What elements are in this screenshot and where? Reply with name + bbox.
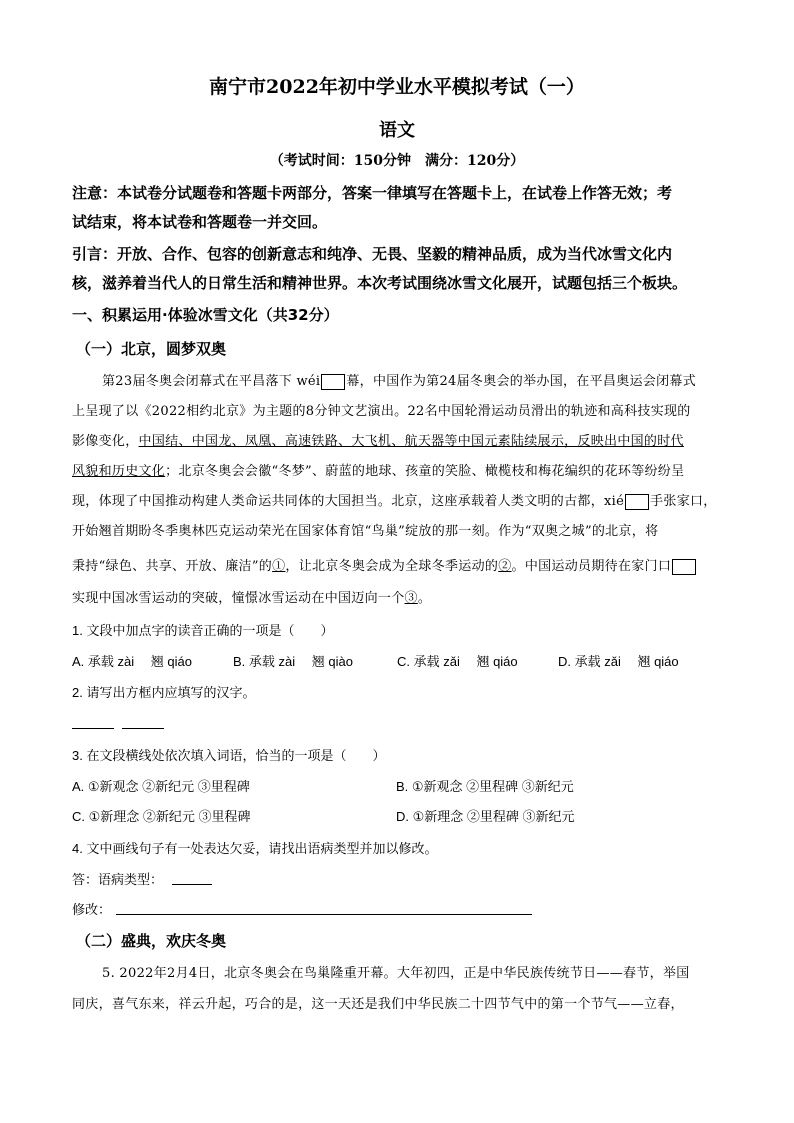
passage-line-6: 开始翘首期盼冬季奥林匹克运动荣光在国家体育馆“鸟巢”绽放的那一刻。作为“双奥之城”的北京，将 — [72, 524, 659, 539]
q2-answer-line-2[interactable] — [122, 728, 164, 729]
q4-answer-label: 答：语病类型： — [72, 872, 164, 887]
q5-line-2: 同庆，喜气东来，祥云升起，巧合的是，这一天还是我们中华民族二十四节气中的第一个节气——立春， — [72, 997, 684, 1012]
passage-line-5 — [72, 490, 717, 510]
q3-option-d[interactable]: D. ①新理念 ②里程碑 ③新纪元 — [396, 809, 575, 824]
q4-type-answer-line[interactable] — [172, 884, 212, 885]
passage-text: 现，体现了中国推动构建人类命运共同体的大国担当。北京，这座承载着人类文明的古都，xié — [72, 494, 625, 509]
passage-text: 第23届冬奥会闭幕式在平昌落下 wéi — [102, 374, 321, 389]
q3-option-c[interactable]: C. ①新理念 ②新纪元 ③里程碑 — [72, 809, 251, 824]
q2-answer-line-1[interactable] — [72, 728, 114, 729]
notice-line-2: 试结束，将本试卷和答题卷一并交回。 — [72, 213, 328, 231]
part-2-heading: （二）盛典，欢庆冬奥 — [76, 932, 227, 950]
q3-option-b[interactable]: B. ①新观念 ②里程碑 ③新纪元 — [396, 779, 574, 794]
notice-line-1: 注意：本试卷分试题卷和答题卡两部分，答案一律填写在答题卡上，在试卷上作答无效；考 — [72, 184, 673, 202]
passage-text: 影像变化， — [72, 434, 139, 449]
q3-option-a[interactable]: A. ①新观念 ②新纪元 ③里程碑 — [72, 779, 250, 794]
passage-text: 。中国运动员期待在家门口 — [511, 559, 672, 574]
q4-revise-answer-line[interactable] — [116, 914, 532, 915]
passage-text: 幕，中国作为第24届冬奥会的举办国，在平昌奥运会闭幕式 — [346, 374, 697, 389]
fill-box-2 — [625, 494, 649, 510]
q1-option-a[interactable]: A. 承载 zài 翘 qiáo — [72, 654, 192, 669]
passage-text: ；北京冬奥会会徽“冬梦”、蔚蓝的地球、孩童的笑脸、橄榄枝和梅花编织的花环等纷纷呈 — [165, 464, 685, 479]
fill-box-3 — [672, 559, 696, 575]
q5-line-1: 5. 2022年2月4日，北京冬奥会在鸟巢隆重开幕。大年初四，正是中华民族传统节日——春节，举国 — [102, 966, 690, 981]
passage-line-3 — [72, 430, 684, 449]
underlined-sentence-end: 风貌和历史文化 — [72, 464, 166, 479]
exam-title: 南宁市2022年初中学业水平模拟考试（一） — [209, 76, 585, 98]
blank-marker-3: ③ — [404, 591, 418, 606]
passage-line-4 — [72, 460, 684, 479]
question-2-stem: 2. 请写出方框内应填写的汉字。 — [72, 685, 256, 700]
intro-line-2: 核，滋养着当代人的日常生活和精神世界。本次考试围绕冰雪文化展开，试题包括三个板块。 — [72, 274, 688, 292]
underlined-sentence: 中国结、中国龙、凤凰、高速铁路、大飞机、航天器等中国元素陆续展示，反映出中国的时代 — [138, 434, 684, 449]
q1-option-c[interactable]: C. 承载 zǎi 翘 qiáo — [397, 654, 518, 669]
section-1-heading: 一、积累运用·体验冰雪文化（共32分） — [72, 306, 339, 324]
q1-option-b[interactable]: B. 承载 zài 翘 qiào — [233, 654, 353, 669]
q4-revise-label: 修改： — [72, 902, 112, 917]
blank-marker-2: ② — [498, 559, 512, 574]
subject-title: 语文 — [379, 120, 415, 141]
passage-text: ，让北京冬奥会成为全球冬季运动的 — [285, 559, 499, 574]
passage-line-7 — [72, 555, 697, 575]
passage-text: 实现中国冰雪运动的突破，憧憬冰雪运动在中国迈向一个 — [72, 591, 405, 606]
question-4-stem: 4. 文中画线句子有一处表达欠妥，请找出语病类型并加以修改。 — [72, 841, 438, 856]
passage-text: 手张家口， — [650, 494, 717, 509]
question-3-stem: 3. 在文段横线处依次填入词语，恰当的一项是（ ） — [72, 748, 386, 763]
passage-line-8 — [72, 587, 431, 606]
question-1-stem: 1. 文段中加点字的读音正确的一项是（ ） — [72, 623, 334, 638]
passage-line-1 — [102, 370, 696, 390]
q1-option-d[interactable]: D. 承载 zǎi 翘 qiáo — [558, 654, 679, 669]
fill-box-1 — [321, 374, 345, 390]
intro-line-1: 引言：开放、合作、包容的创新意志和纯净、无畏、坚毅的精神品质，成为当代冰雪文化内 — [72, 245, 673, 263]
exam-info: （考试时间：150分钟 满分：120分） — [269, 153, 525, 169]
blank-marker-1: ① — [272, 559, 286, 574]
passage-line-2: 上呈现了以《2022相约北京》为主题的8分钟文艺演出。22名中国轮滑运动员滑出的轨迹和高科技实现的 — [72, 404, 691, 419]
part-1-heading: （一）北京，圆梦双奥 — [76, 340, 227, 358]
passage-text: 秉持“绿色、共享、开放、廉洁”的 — [72, 559, 273, 574]
passage-text: 。 — [417, 591, 432, 606]
